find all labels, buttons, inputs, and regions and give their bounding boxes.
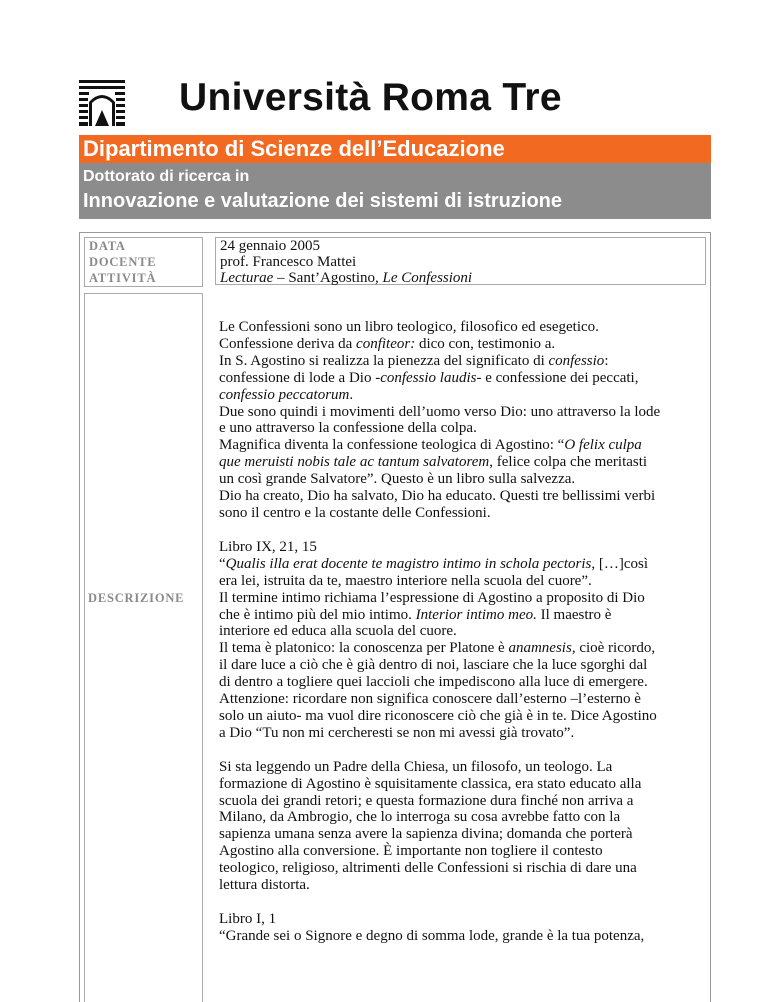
- text-line: solo un aiuto- ma vuol dire riconoscere ciò che già è in te. Dice Agostino: [219, 707, 657, 724]
- text-line: Si sta leggendo un Padre della Chiesa, un filosofo, un teologo. La: [219, 758, 613, 775]
- italic-segment: Qualis illa erat docente te magistro intimo in schola pectoris: [225, 555, 592, 572]
- text-segment: , cioè ricordo,: [571, 640, 656, 657]
- activity-plain: – Sant’Agostino,: [273, 270, 383, 286]
- paragraph-context: [219, 759, 709, 894]
- text-line: [219, 336, 709, 353]
- info-values: [215, 237, 706, 285]
- text-line: sono il centro e la costante delle Confessioni.: [219, 504, 491, 521]
- department-band: Dipartimento di Scienze dell’Educazione: [79, 135, 711, 163]
- paragraph-libro-i: [219, 911, 709, 945]
- text-segment: :: [604, 352, 609, 369]
- text-segment: .: [349, 386, 354, 403]
- program-title: Innovazione e valutazione dei sistemi di istruzione: [83, 190, 562, 212]
- text-segment: “: [219, 555, 226, 572]
- activity-italic-a: Lecturae: [220, 270, 274, 286]
- text-line: Due sono quindi i movimenti dell’uomo verso Dio: uno attraverso la lode: [219, 403, 661, 420]
- text-line: [219, 370, 709, 387]
- text-line: un così grande Salvatore”. Questo è un libro sulla salvezza.: [219, 471, 576, 488]
- text-line: il dare luce a ciò che è già dentro di noi, lasciare che la luce sgorghi dal: [219, 657, 648, 674]
- text-segment: Il maestro è: [536, 606, 612, 623]
- text-line: [219, 640, 709, 657]
- text-line: Il termine intimo richiama l’espressione di Agostino a proposito di Dio: [219, 589, 645, 606]
- italic-segment: confessio peccatorum: [219, 386, 350, 403]
- text-line: di dentro a togliere quei laccioli che impediscono alla luce di emergere.: [219, 674, 648, 691]
- info-date: 24 gennaio 2005: [220, 238, 320, 254]
- description-label-cell: [84, 293, 203, 1002]
- text-line: [219, 556, 709, 573]
- doctorate-band: [79, 163, 711, 219]
- text-line: interiore ed educa alla scuola del cuore.: [219, 623, 457, 640]
- text-segment: Confessione deriva da: [219, 335, 357, 352]
- label-data: DATA: [89, 239, 126, 253]
- paragraph-intro: [219, 319, 709, 522]
- text-line: [219, 454, 709, 471]
- text-segment: che è intimo più del mio intimo.: [219, 606, 416, 623]
- text-line: lettura distorta.: [219, 877, 310, 894]
- italic-segment: confiteor:: [356, 335, 416, 352]
- text-segment: - e confessione dei peccati,: [476, 369, 639, 386]
- text-line: Le Confessioni sono un libro teologico, filosofico ed esegetico.: [219, 319, 599, 335]
- label-attivita: ATTIVITÀ: [89, 271, 157, 285]
- text-segment: Il tema è platonico: la conoscenza per Platone è: [219, 640, 509, 657]
- description-content: [219, 319, 709, 962]
- text-line: Libro I, 1: [219, 911, 277, 927]
- text-line: Libro IX, 21, 15: [219, 538, 317, 555]
- italic-segment: que meruisti nobis tale ac tantum salvatorem: [219, 454, 490, 471]
- text-segment: In S. Agostino si realizza la pienezza del significato di: [219, 352, 549, 369]
- text-line: scuola dei grandi retori; e questa formazione dura finché non arriva a: [219, 792, 634, 809]
- text-line: Dio ha creato, Dio ha salvato, Dio ha educato. Questi tre bellissimi verbi: [219, 488, 656, 505]
- text-line: sapienza umana senza avere la sapienza divina; domanda che porterà: [219, 826, 633, 843]
- info-activity: [220, 270, 705, 286]
- text-line: [219, 387, 709, 404]
- text-line: teologico, religioso, altrimenti delle Confessioni si rischia di dare una: [219, 860, 637, 877]
- text-segment: confessione di lode a Dio -: [219, 369, 381, 386]
- text-line: e uno attraverso la confessione della colpa.: [219, 420, 477, 437]
- text-segment: dico con, testimonio a.: [415, 335, 556, 352]
- italic-segment: O felix culpa: [564, 437, 642, 454]
- italic-segment: confessio laudis: [380, 369, 477, 386]
- italic-segment: confessio: [548, 352, 605, 369]
- text-segment: , […]così: [591, 555, 648, 572]
- info-labels: [84, 237, 203, 287]
- label-docente: DOCENTE: [89, 255, 157, 269]
- text-line: formazione di Agostino è squisitamente classica, era stato educato alla: [219, 775, 642, 792]
- text-line: a Dio “Tu non mi cercheresti se non mi avessi già trovato”.: [219, 724, 575, 741]
- university-title: Università Roma Tre: [179, 76, 562, 119]
- text-line: Attenzione: ricordare non significa conoscere dall’esterno –l’esterno è: [219, 691, 641, 708]
- arch-triangle-logo-icon: [79, 80, 125, 126]
- doctorate-label: Dottorato di ricerca in: [83, 168, 250, 185]
- text-segment: Magnifica diventa la confessione teologica di Agostino: “: [219, 437, 565, 454]
- text-column: [215, 233, 710, 1002]
- info-teacher: prof. Francesco Mattei: [220, 254, 357, 270]
- text-segment: , felice colpa che meritasti: [489, 454, 648, 471]
- activity-table: [79, 232, 711, 1002]
- label-descrizione: DESCRIZIONE: [88, 591, 185, 605]
- text-line: “Grande sei o Signore e degno di somma lode, grande è la tua potenza,: [219, 927, 645, 944]
- text-line: Agostino alla conversione. È importante non togliere il contesto: [219, 843, 603, 860]
- text-line: [219, 607, 709, 624]
- text-line: Milano, da Ambrogio, che lo interroga su cosa avrebbe fatto con la: [219, 809, 621, 826]
- label-column: [80, 233, 207, 1002]
- italic-segment: Interior intimo meo.: [415, 606, 537, 623]
- text-line: [219, 353, 709, 370]
- italic-segment: anamnesis: [508, 640, 572, 657]
- text-line: era lei, istruita da te, maestro interiore nella scuola del cuore”.: [219, 572, 592, 589]
- paragraph-libro-ix: [219, 539, 709, 742]
- text-line: [219, 437, 709, 454]
- activity-italic-c: Le Confessioni: [382, 270, 473, 286]
